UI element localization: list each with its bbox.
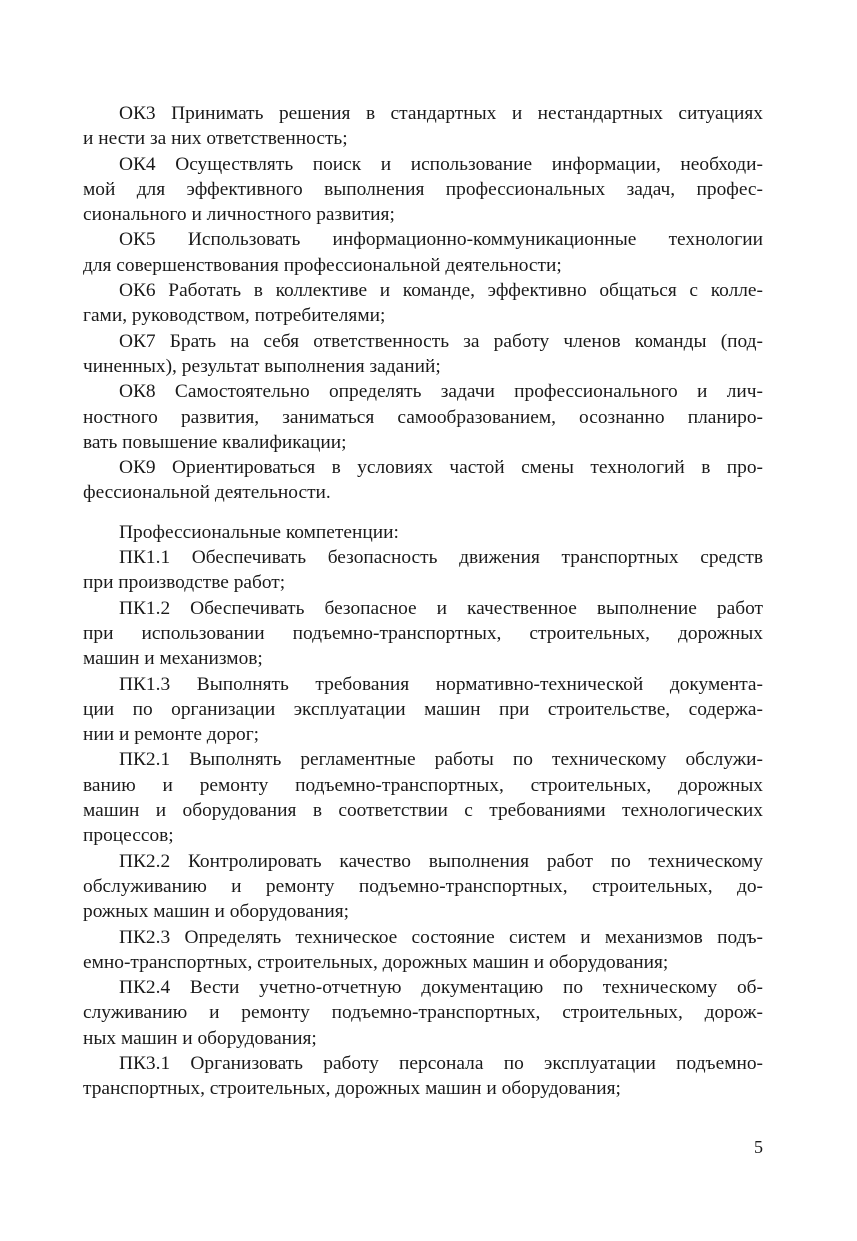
paragraph-ok4 <box>83 152 763 228</box>
text-line: ОК5 Использовать информационно-коммуникационные технологии <box>119 229 763 251</box>
text-line: фессиональной деятельности. <box>83 482 331 504</box>
text-line: и нести за них ответственность; <box>83 128 348 150</box>
text-line: чиненных), результат выполнения заданий; <box>83 355 441 377</box>
text-line: служиванию и ремонту подъемно-транспортных, строительных, дорож- <box>83 1002 763 1024</box>
text-line: для совершенствования профессиональной деятельности; <box>83 254 562 276</box>
text-line: ПК2.4 Вести учетно-отчетную документацию по техническому об- <box>119 977 763 999</box>
text-line: транспортных, строительных, дорожных машин и оборудования; <box>83 1078 621 1100</box>
paragraph-pk11 <box>83 545 763 596</box>
text-line: ОК7 Брать на себя ответственность за работу членов команды (под- <box>119 330 763 352</box>
text-line: ПК2.2 Контролировать качество выполнения работ по техническому <box>119 850 763 872</box>
text-line: ОК8 Самостоятельно определять задачи профессионального и лич- <box>119 381 763 403</box>
text-line: ПК2.1 Выполнять регламентные работы по техническому обслужи- <box>119 749 763 771</box>
text-line: гами, руководством, потребителями; <box>83 305 386 327</box>
text-line: машин и оборудования в соответствии с требованиями технологических <box>83 800 763 822</box>
text-line: сионального и личностного развития; <box>83 204 395 226</box>
text-line: ПК1.2 Обеспечивать безопасное и качественное выполнение работ <box>119 597 763 619</box>
section-heading <box>83 520 763 545</box>
text-line: при использовании подъемно-транспортных, строительных, дорожных <box>83 622 763 644</box>
text-line: рожных машин и оборудования; <box>83 901 350 923</box>
text-line: ОК6 Работать в коллективе и команде, эффективно общаться с колле- <box>119 280 763 302</box>
text-line: ПК1.1 Обеспечивать безопасность движения транспортных средств <box>119 547 763 569</box>
text-line: вать повышение квалификации; <box>83 431 347 453</box>
text-line: мой для эффективного выполнения профессиональных задач, профес- <box>83 178 763 200</box>
text-line: емно-транспортных, строительных, дорожных машин и оборудования; <box>83 951 669 973</box>
paragraph-ok9 <box>83 455 763 506</box>
text-line: ных машин и оборудования; <box>83 1027 317 1049</box>
paragraph-pk21 <box>83 747 763 848</box>
paragraph-ok8 <box>83 379 763 455</box>
paragraph-pk23 <box>83 925 763 976</box>
paragraph-ok3 <box>83 101 763 152</box>
text-line: при производстве работ; <box>83 572 286 594</box>
text-line: ПК3.1 Организовать работу персонала по эксплуатации подъемно- <box>119 1052 763 1074</box>
text-line: процессов; <box>83 825 174 847</box>
text-line: ции по организации эксплуатации машин при строительстве, содержа- <box>83 698 763 720</box>
paragraph-ok5 <box>83 227 763 278</box>
paragraph-pk13 <box>83 672 763 748</box>
section-spacer <box>83 506 763 520</box>
paragraph-pk24 <box>83 975 763 1051</box>
heading-line: Профессиональные компетенции: <box>119 521 399 543</box>
text-line: ностного развития, заниматься самообразованием, осознанно планиро- <box>83 406 763 428</box>
paragraph-ok6 <box>83 278 763 329</box>
text-line: ванию и ремонту подъемно-транспортных, строительных, дорожных <box>83 774 763 796</box>
text-line: обслуживанию и ремонту подъемно-транспортных, строительных, до- <box>83 875 763 897</box>
text-line: ПК2.3 Определять техническое состояние систем и механизмов подъ- <box>119 926 763 948</box>
page-number: 5 <box>754 1137 763 1157</box>
paragraph-pk12 <box>83 596 763 672</box>
paragraph-pk22 <box>83 849 763 925</box>
text-line: ПК1.3 Выполнять требования нормативно-технической документа- <box>119 673 763 695</box>
paragraph-pk31 <box>83 1051 763 1102</box>
text-line: ОК9 Ориентироваться в условиях частой смены технологий в про- <box>119 457 763 479</box>
text-line: ОК4 Осуществлять поиск и использование информации, необходи- <box>119 153 763 175</box>
text-line: машин и механизмов; <box>83 648 263 670</box>
paragraph-ok7 <box>83 329 763 380</box>
text-line: нии и ремонте дорог; <box>83 724 260 746</box>
text-line: ОК3 Принимать решения в стандартных и нестандартных ситуациях <box>119 103 763 124</box>
document-body <box>83 101 763 1102</box>
